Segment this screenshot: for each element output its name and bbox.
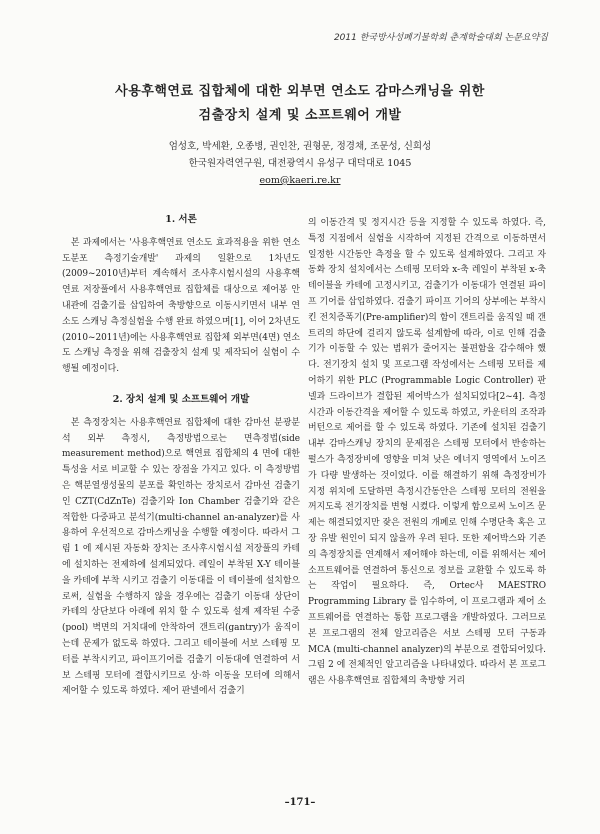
page-number: –171– [284,797,316,808]
title-line-2: 검출장치 설계 및 소프트웨어 개발 [198,108,402,123]
paper-title [0,80,600,128]
right-column [308,216,546,690]
section-heading-introduction: 1. 서론 [165,214,197,225]
author-email: eom@kaeri.re.kr [259,175,341,186]
journal-header: 2011 한국방사성폐기물학회 춘계학술대회 논문요약집 [333,33,548,43]
section-heading-design: 2. 장치 설계 및 소프트웨어 개발 [112,393,250,405]
title-line-1: 사용후핵연료 집합체에 대한 외부면 연소도 감마스캐닝을 위한 [115,84,485,99]
design-paragraph-continued: 의 이동간격 및 정지시간 등을 지정할 수 있도록 하였다. 즉, 특정 지점에서 실험을 시작하여 지정된 간격으로 이동하면서 일정한 시간동안 측정을 할 수 있도록 설계하였다. 그리고 자동화 장치 설치에서는 스테핑 모터와 x-축 레일이 부착된 x-축 테이블을 카테에 고정시키고, 검출기가 이동대가 연결된 파이프 기어를 삽입하였다. 검출기 파이프 기어의 상부에는 부착시킨 전치증폭기(Pre-amplifier)의 함이 갠트리를 움직일 때 갠트리의 하단에 걸리지 않도록 설계함에 따라, 이로 인해 검출기가 이동할 수 있는 범위가 줄어지는 불편함을 감수해야 했다. 전기장치 설치 및 프로그램 작성에서는 스테핑 모터를 제어하기 위한 PLC (Programmable Logic Controller) 판넬과 드라이브가 결합된 제어박스가 설치되었다[2~4]. 측정시간과 이동간격을 제어할 수 있도록 하였고, 카운터의 조작과 버턴으로 제어를 할 수 있도록 하였다. 기존에 설치된 검출기 내부 감마스캐닝 장치의 문제점은 스테핑 모터에서 반송하는 펄스가 측정장비에 영향을 미쳐 낮은 에너지 영역에서 노이즈가 다량 발생하는 것이었다. 이를 해결하기 위해 측정장비가 지정 위치에 도달하면 측정시간동안은 스테핑 모터의 전원을 꺼지도록 전기장치를 변형 시켰다. 이렇게 함으로써 노이즈 문제는 해결되었지만 잦은 전원의 개폐로 인해 수명단축 혹은 고장 유발 원인이 되지 않을까 우려 된다. 또한 제어박스와 기존의 측정장치를 연계해서 제어해야 하는데, 이를 위해서는 제어 소프트웨어를 연결하여 통신으로 정보를 교환할 수 있도록 하는 작업이 필요하다. 즉, Ortec사 MAESTRO Programming Library 를 입수하여, 이 프로그램과 제어 소프트웨어를 연결하는 통합 프로그램을 개발하였다. 그러므로 본 프로그램의 전체 알고리즘은 서보 스테핑 모터 구동과 MCA (multi-channel analyzer)의 부분으로 결합되어있다. 그림 2 에 전체적인 알고리즘을 나타내었다. 따라서 본 프로그램은 사용후핵연료 집합체의 축방향 거리 [308,218,546,687]
author-list: 엄성호, 박세환, 오종병, 권인찬, 권형문, 정경채, 조문성, 신희성 [168,141,432,152]
design-paragraph: 본 측정장치는 사용후핵연료 집합체에 대한 감마선 분광분석 외부 측정시, 측정방법으로는 면측정법(side measurement method)으로 핵연료 집합체의 4 면에 대한 특성을 서로 비교할 수 있는 장점을 가지고 있다. 이 측정방법은 핵분열생성물의 분포를 확인하는 장치로서 감마선 검출기인 CZT(CdZnTe) 검출기와 Ion Chamber 검출기와 같은 적합한 다중파고 분석기(multi-channel an-analyzer)를 사용하여 우선적으로 감마스캐닝을 수행할 예정이다. 따라서 그림 1 에 제시된 자동화 장치는 조사후시험시설 저장풀의 카테에 설치하는 전제하에 설계되었다. 레일이 부착된 X-Y 테이블을 카테에 부착 시키고 검출기 이동대를 이 테이블에 설치함으로써, 실험을 수행하지 않을 경우에는 검출기 이동대 상단이 카테의 상단보다 아래에 위치 할 수 있도록 설계 제작된 수중(pool) 벽면의 거치대에 안착하여 갠트리(gantry)가 움직이는데 문제가 없도록 하였다. 그리고 테이블에 서보 스테핑 모터를 부착시키고, 파이프기어를 검출기 이동대에 연결하여 서보 스테핑 모터에 결합시키므로 상·하 이동을 모터에 의해서 제어할 수 있도록 하였다. 제어 판넬에서 검출기 [62,417,300,697]
left-column [62,212,300,700]
author-block [0,138,600,189]
affiliation: 한국원자력연구원, 대전광역시 유성구 대덕대로 1045 [188,158,412,169]
introduction-paragraph: 본 과제에서는 '사용후핵연료 연소도 효과적용을 위한 연소도분포 측정기술개발' 과제의 일환으로 1차년도(2009~2010년)부터 계속해서 조사후시험시설의 사용후핵연료 저장풀에서 사용후핵연료 집합체를 대상으로 제어봉 안내관에 검출기를 삽입하여 축방향으로 이동시키면서 내부 연소도 스캐닝 측정실험을 수행 완료 하였으며[1], 이어 2차년도(2010~2011년)에는 사용후핵연료 집합체 외부면(4면) 연소도 스캐닝 측정을 위해 검출장치 설계 및 제작되어 실험이 수행될 예정이다. [62,237,300,375]
